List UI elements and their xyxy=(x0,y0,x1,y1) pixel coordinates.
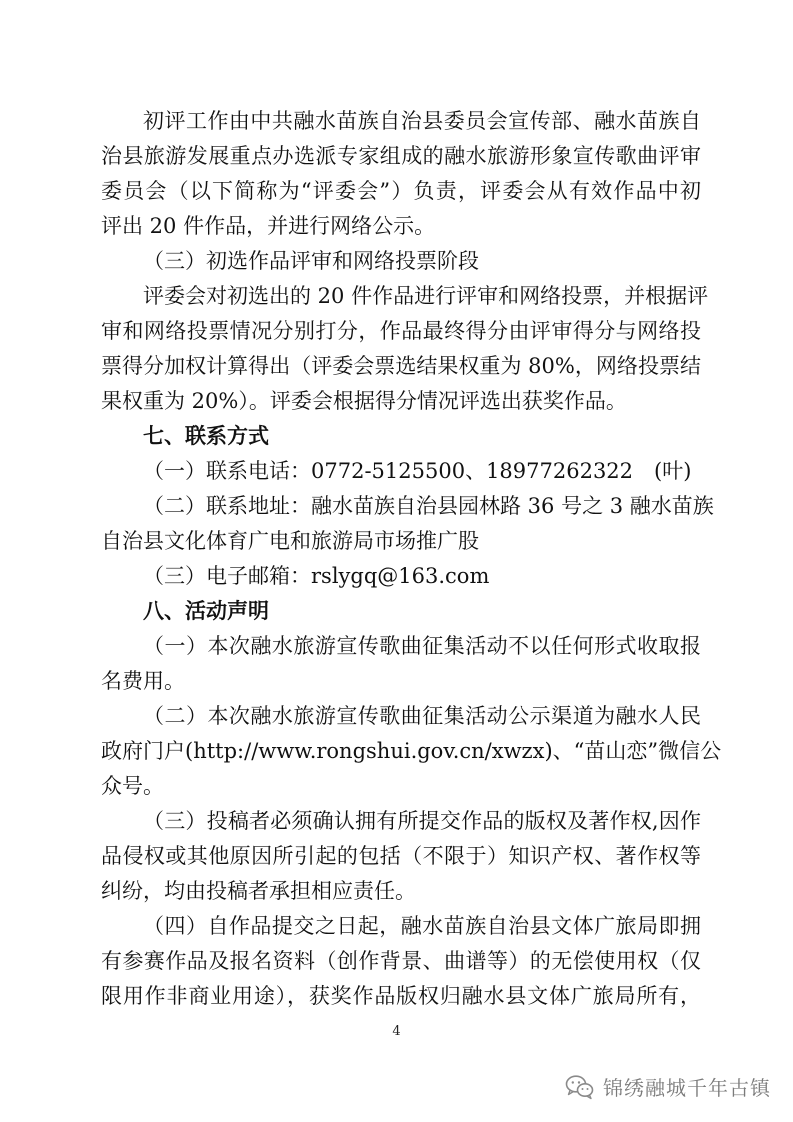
text-line: 有参赛作品及报名资料（创作背景、曲谱等）的无偿使用权（仅 xyxy=(101,949,701,973)
statement-usage-rights xyxy=(101,909,701,1014)
wechat-icon xyxy=(565,1074,595,1100)
statement-no-fee xyxy=(101,629,701,699)
text-line: （四）自作品提交之日起，融水苗族自治县文体广旅局即拥 xyxy=(143,914,701,938)
paragraph-review-voting xyxy=(101,279,709,419)
contact-email: （三）电子邮箱：rslygq@163.com xyxy=(143,564,490,588)
text-line: 名费用。 xyxy=(101,669,185,693)
text-line: （二）本次融水旅游宣传歌曲征集活动公示渠道为融水人民 xyxy=(143,704,701,728)
text-line: 评出 20 件作品，并进行网络公示。 xyxy=(101,214,436,238)
text-line: 自治县文化体育广电和旅游局市场推广股 xyxy=(101,529,479,553)
subheading-review-voting-stage: （三）初选作品评审和网络投票阶段 xyxy=(143,249,479,273)
contact-address xyxy=(101,489,714,559)
text-line: 评委会对初选出的 20 件作品进行评审和网络投票，并根据评 xyxy=(143,284,709,308)
statement-copyright xyxy=(101,804,701,909)
page-number: 4 xyxy=(392,1024,401,1039)
text-line: 品侵权或其他原因所引起的包括（不限于）知识产权、著作权等 xyxy=(101,844,701,868)
text-line: 审和网络投票情况分别打分，作品最终得分由评审得分与网络投 xyxy=(101,319,701,343)
statement-channels xyxy=(101,699,722,804)
text-line: 票得分加权计算得出（评委会票选结果权重为 80%，网络投票结 xyxy=(101,354,701,378)
text-line: （二）联系地址：融水苗族自治县园林路 36 号之 3 融水苗族 xyxy=(143,494,714,518)
section-heading-contact: 七、联系方式 xyxy=(143,424,269,448)
text-line: 政府门户(http://www.rongshui.gov.cn/xwzx)、“苗山恋”微信公 xyxy=(101,739,722,763)
watermark xyxy=(565,1072,771,1101)
text-line: 初评工作由中共融水苗族自治县委员会宣传部、融水苗族自 xyxy=(143,109,701,133)
text-line: 果权重为 20%）。评委会根据得分情况评选出获奖作品。 xyxy=(101,389,627,413)
document-body xyxy=(101,104,722,1014)
text-line: 限用作非商业用途），获奖作品版权归融水县文体广旅局所有， xyxy=(101,984,701,1008)
section-heading-statement: 八、活动声明 xyxy=(143,599,269,623)
paragraph-initial-review xyxy=(101,104,701,244)
watermark-text: 锦绣融城千年古镇 xyxy=(603,1076,771,1100)
text-line: （一）本次融水旅游宣传歌曲征集活动不以任何形式收取报 xyxy=(143,634,701,658)
text-line: 委员会（以下简称为“评委会”）负责，评委会从有效作品中初 xyxy=(101,179,701,203)
text-line: 纠纷，均由投稿者承担相应责任。 xyxy=(101,879,416,903)
text-line: （三）投稿者必须确认拥有所提交作品的版权及著作权,因作 xyxy=(143,809,701,833)
text-line: 治县旅游发展重点办选派专家组成的融水旅游形象宣传歌曲评审 xyxy=(101,144,701,168)
text-line: 众号。 xyxy=(101,774,164,798)
contact-phone: （一）联系电话：0772-5125500、18977262322 (叶) xyxy=(143,459,692,483)
